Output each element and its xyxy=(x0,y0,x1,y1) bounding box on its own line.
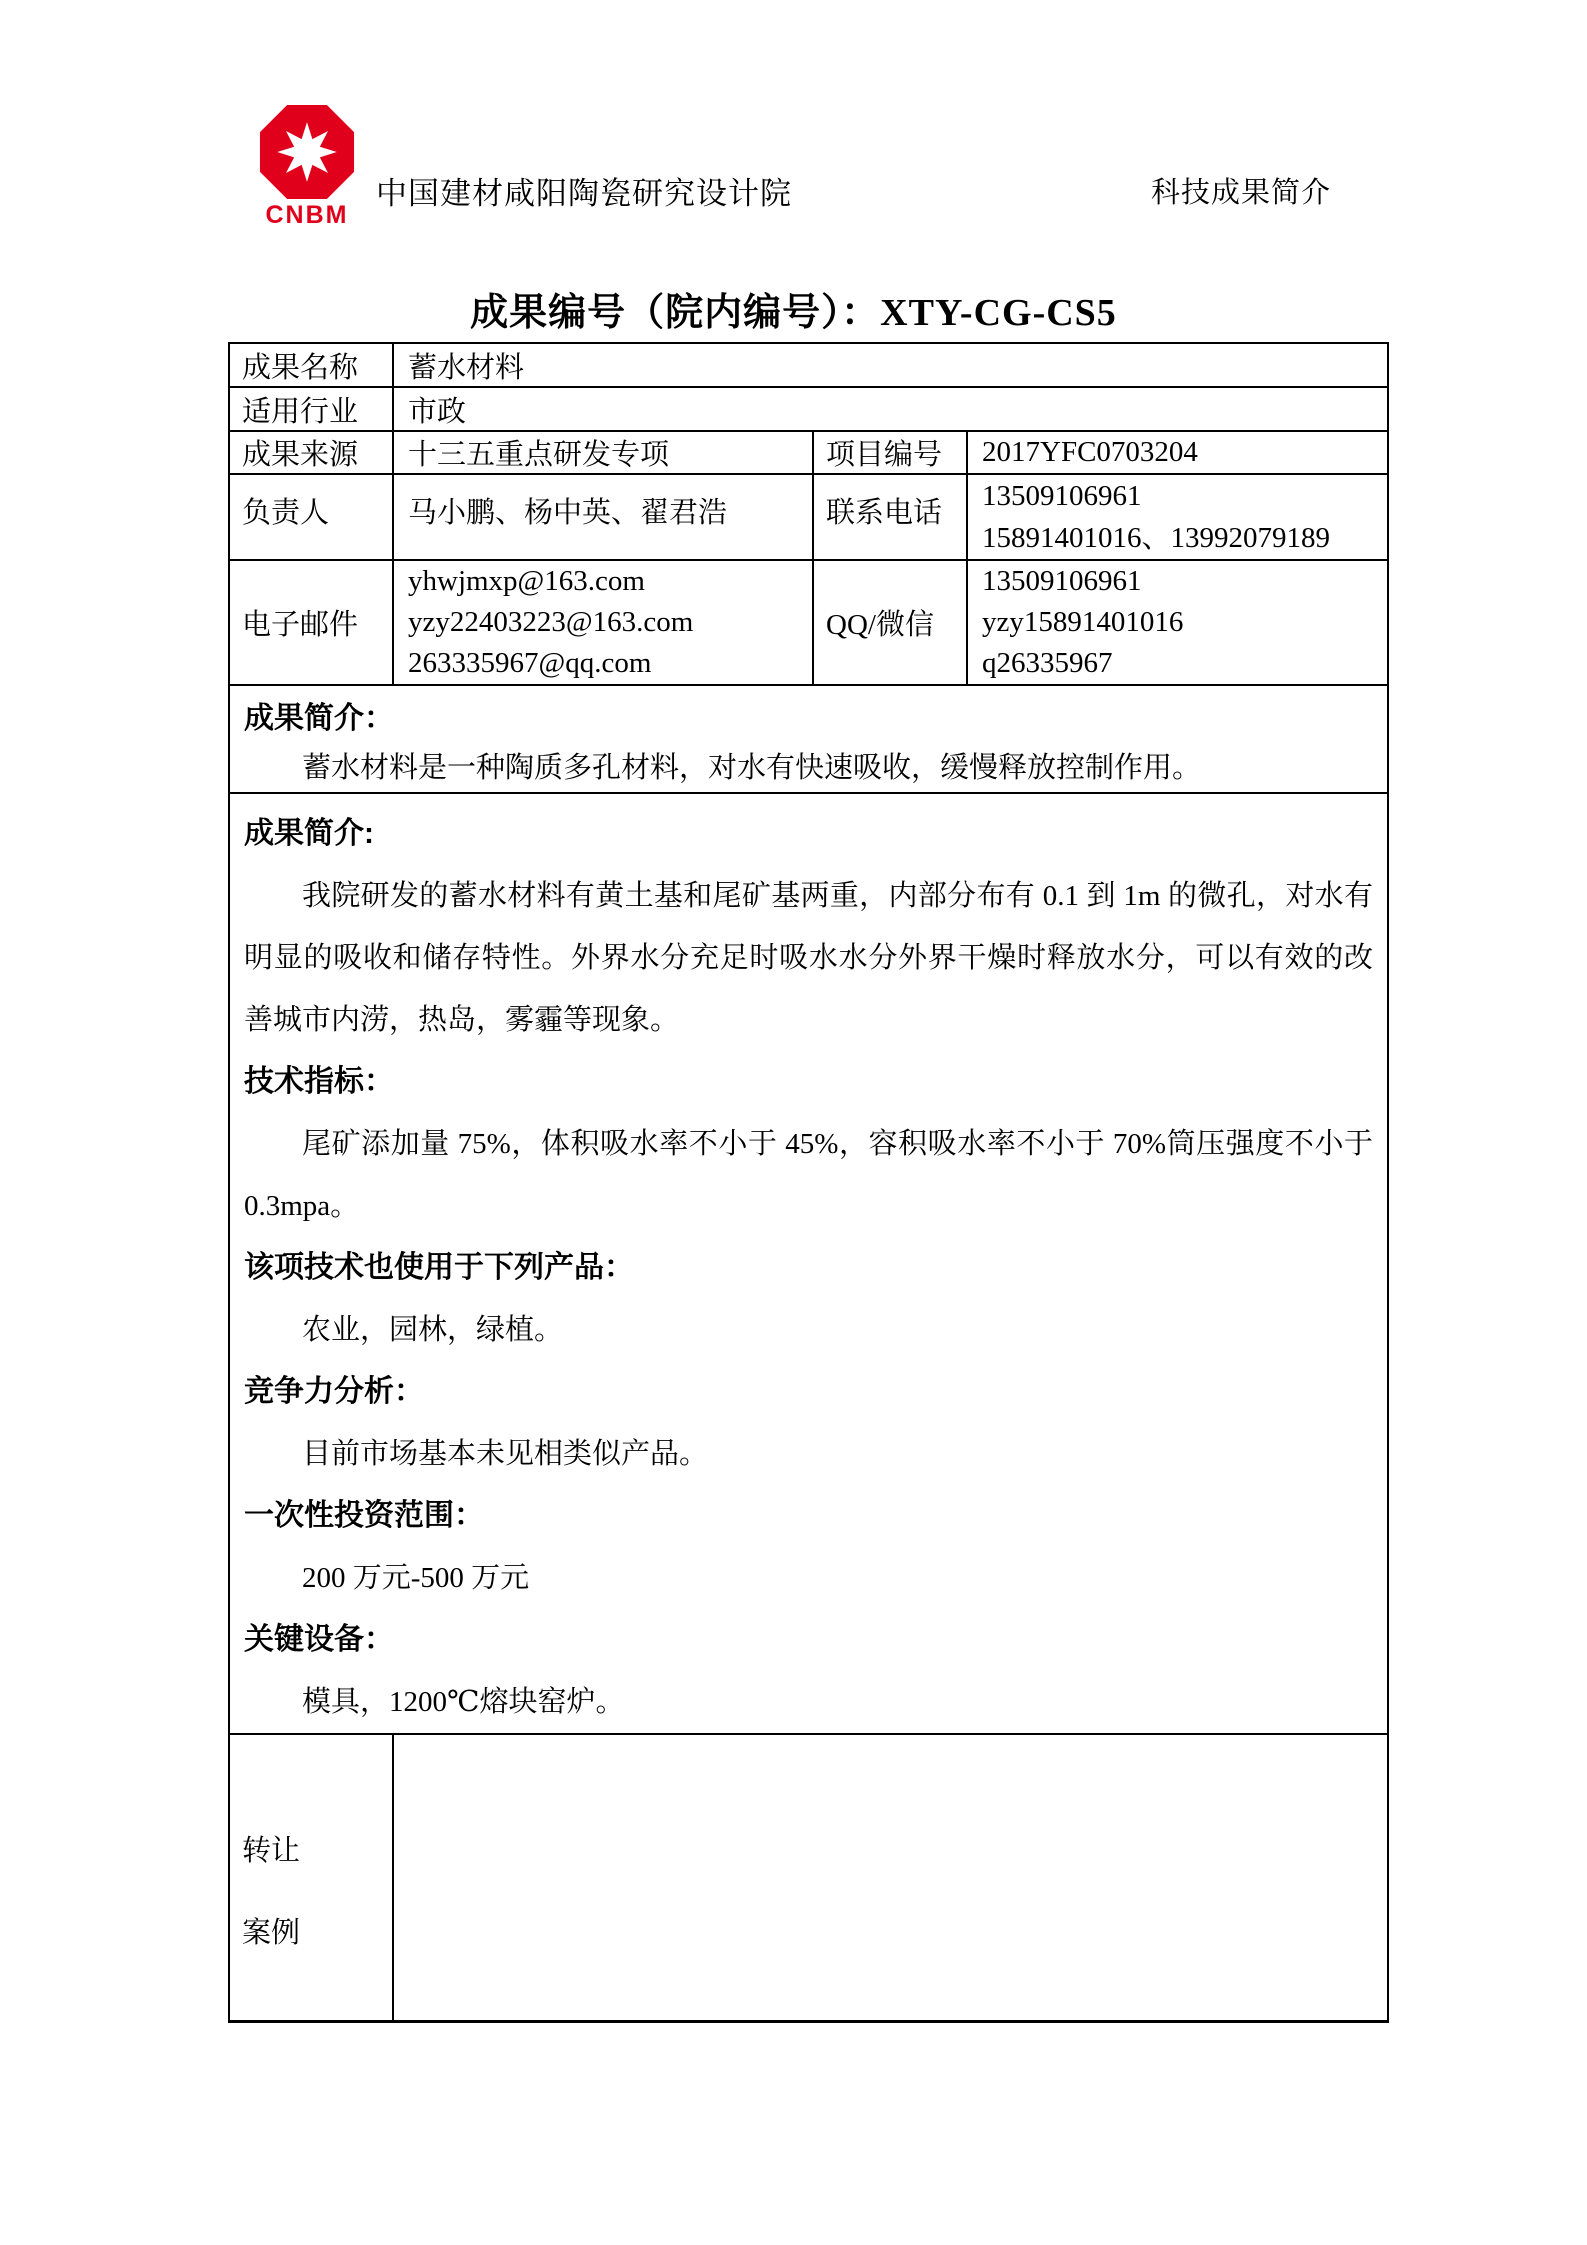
project-no-value: 2017YFC0703204 xyxy=(967,431,1388,474)
section-para-investment: 200 万元-500 万元 xyxy=(302,1561,530,1594)
email-line: yhwjmxp@163.com xyxy=(408,565,645,597)
email-value xyxy=(393,560,813,685)
brief-text: 蓄水材料是一种陶质多孔材料，对水有快速吸收，缓慢释放控制作用。 xyxy=(302,752,1202,784)
transfer-label-line: 案例 xyxy=(242,1917,301,1950)
document-type-label: 科技成果简介 xyxy=(1150,177,1331,209)
leader-label: 负责人 xyxy=(229,474,393,560)
table-row-leader xyxy=(229,474,1388,560)
qq-wechat-value xyxy=(967,560,1388,685)
industry-value: 市政 xyxy=(393,387,1388,431)
cnbm-octagon-star-icon xyxy=(259,104,355,200)
project-no-label: 项目编号 xyxy=(813,431,967,474)
section-para-key-equipment: 模具，1200℃熔块窑炉。 xyxy=(302,1685,625,1718)
page-title: 成果编号（院内编号）：XTY-CG-CS5 xyxy=(470,292,1117,334)
logo-star-icon xyxy=(277,122,337,182)
result-name-value: 蓄水材料 xyxy=(393,343,1388,387)
source-label: 成果来源 xyxy=(229,431,393,474)
transfer-label-line: 转让 xyxy=(242,1835,301,1868)
qq-line: 13509106961 xyxy=(982,565,1142,597)
logo-wordmark: CNBM xyxy=(265,201,349,229)
institute-name: 中国建材咸阳陶瓷研究设计院 xyxy=(376,176,792,211)
phone-value xyxy=(967,474,1388,560)
table-row-name xyxy=(229,343,1388,387)
section-para-other-products: 农业，园林，绿植。 xyxy=(302,1313,564,1346)
transfer-case-label xyxy=(229,1734,393,2021)
section-heading-key-equipment: 关键设备： xyxy=(244,1622,394,1656)
table-row-email xyxy=(229,560,1388,685)
qq-line: q26335967 xyxy=(982,647,1113,679)
table-row-transfer xyxy=(229,1734,1388,2021)
brief-heading: 成果简介： xyxy=(244,702,394,735)
cnbm-logo xyxy=(248,104,366,230)
section-para-competitiveness: 目前市场基本未见相类似产品。 xyxy=(302,1437,709,1470)
brief-cell xyxy=(229,685,1388,793)
qq-line: yzy15891401016 xyxy=(982,606,1184,638)
table-row-source xyxy=(229,431,1388,474)
section-para-tech-specs: 尾矿添加量 75%，体积吸水率不小于 45%，容积吸水率不小于 70%筒压强度不小于 0.3mpa。 xyxy=(244,1127,1374,1222)
email-label: 电子邮件 xyxy=(229,560,393,685)
phone-label: 联系电话 xyxy=(813,474,967,560)
achievement-form-table xyxy=(228,342,1389,2023)
email-line: 263335967@qq.com xyxy=(408,647,652,679)
section-heading-competitiveness: 竞争力分析： xyxy=(244,1374,424,1408)
section-heading-investment: 一次性投资范围： xyxy=(244,1498,484,1532)
section-heading-other-products: 该项技术也使用于下列产品： xyxy=(244,1250,634,1284)
table-row-detail xyxy=(229,793,1388,1734)
section-heading-brief2: 成果简介: xyxy=(244,816,374,850)
detail-cell xyxy=(229,793,1388,1734)
table-row-brief xyxy=(229,685,1388,793)
section-heading-tech-specs: 技术指标： xyxy=(244,1064,394,1098)
source-value: 十三五重点研发专项 xyxy=(393,431,813,474)
leader-value: 马小鹏、杨中英、翟君浩 xyxy=(393,474,813,560)
transfer-case-value xyxy=(393,1734,1388,2021)
result-name-label: 成果名称 xyxy=(229,343,393,387)
section-para-brief2: 我院研发的蓄水材料有黄土基和尾矿基两重，内部分布有 0.1 到 1m 的微孔，对水有明显的吸收和储存特性。外界水分充足时吸水水分外界干燥时释放水分，可以有效的改善城市内涝，热岛，雾霾等现象。 xyxy=(244,879,1374,1036)
table-row-industry xyxy=(229,387,1388,431)
industry-label: 适用行业 xyxy=(229,387,393,431)
qq-wechat-label: QQ/微信 xyxy=(813,560,967,685)
email-line: yzy22403223@163.com xyxy=(408,606,694,638)
phone-line: 13509106961 xyxy=(982,480,1142,512)
phone-line: 15891401016、13992079189 xyxy=(982,522,1331,554)
